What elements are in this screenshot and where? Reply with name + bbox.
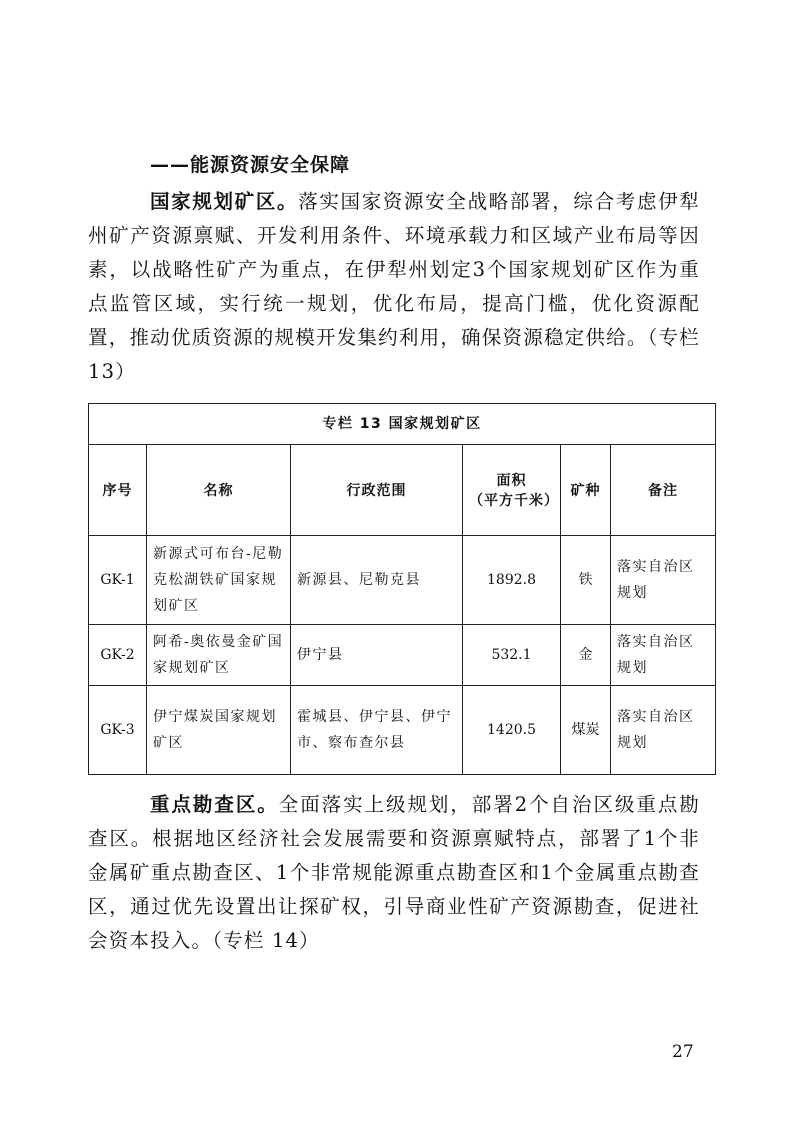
header-area xyxy=(463,445,561,536)
cell-note: 落实自治区规划 xyxy=(611,625,716,686)
cell-note: 落实自治区规划 xyxy=(611,686,716,775)
table-header-row xyxy=(89,445,716,536)
cell-name: 新源式可布台-尼勒克松湖铁矿国家规划矿区 xyxy=(147,536,291,625)
header-note: 备注 xyxy=(611,445,716,536)
table-row xyxy=(89,625,716,686)
table-row xyxy=(89,536,716,625)
cell-scope: 新源县、尼勒克县 xyxy=(291,536,463,625)
cell-area: 1892.8 xyxy=(463,536,561,625)
cell-scope: 伊宁县 xyxy=(291,625,463,686)
cell-mineral: 煤炭 xyxy=(561,686,611,775)
header-area-line1: 面积 xyxy=(496,473,527,489)
cell-area: 1420.5 xyxy=(463,686,561,775)
paragraph-lead: 国家规划矿区。 xyxy=(150,190,299,213)
cell-name: 阿希-奥依曼金矿国家规划矿区 xyxy=(147,625,291,686)
cell-id: GK-3 xyxy=(89,686,147,775)
cell-scope: 霍城县、伊宁县、伊宁市、察布查尔县 xyxy=(291,686,463,775)
header-name: 名称 xyxy=(147,445,291,536)
section-heading: ——能源资源安全保障 xyxy=(150,154,351,176)
column-reference: （专栏 14） xyxy=(212,929,320,952)
paragraph-planned-mining-areas xyxy=(88,185,700,389)
cell-name: 伊宁煤炭国家规划矿区 xyxy=(147,686,291,775)
page-number: 27 xyxy=(672,1042,694,1062)
column-13-table xyxy=(88,403,716,775)
header-mineral: 矿种 xyxy=(561,445,611,536)
cell-mineral: 铁 xyxy=(561,536,611,625)
header-seq: 序号 xyxy=(89,445,147,536)
paragraph-key-exploration-areas xyxy=(88,788,700,958)
table-caption: 专栏 13 国家规划矿区 xyxy=(89,404,716,445)
cell-note: 落实自治区规划 xyxy=(611,536,716,625)
header-area-line2: （平方千米） xyxy=(469,493,559,509)
paragraph-text: 落实国家资源安全战略部署，综合考虑伊犁州矿产资源禀赋、开发利用条件、环境承载力和区域产业布局等因素，以战略性矿产为重点，在伊犁州划定3个国家规划矿区作为重点监管区域，实行统一规划，优化布局，提高门槛，优化资源配置，推动优质资源的规模开发集约利用，确保资源稳定供给。 xyxy=(88,190,700,349)
cell-id: GK-1 xyxy=(89,536,147,625)
cell-mineral: 金 xyxy=(561,625,611,686)
table-row xyxy=(89,686,716,775)
cell-id: GK-2 xyxy=(89,625,147,686)
header-scope: 行政范围 xyxy=(291,445,463,536)
column-reference: （专栏 13） xyxy=(88,326,700,383)
paragraph-text: 全面落实上级规划，部署2个自治区级重点勘查区。根据地区经济社会发展需要和资源禀赋特点，部署了1个非金属矿重点勘查区、1个非常规能源重点勘查区和1个金属重点勘查区，通过优先设置出让探矿权，引导商业性矿产资源勘查，促进社会资本投入。 xyxy=(88,793,700,952)
paragraph-lead: 重点勘查区。 xyxy=(150,793,279,816)
cell-area: 532.1 xyxy=(463,625,561,686)
